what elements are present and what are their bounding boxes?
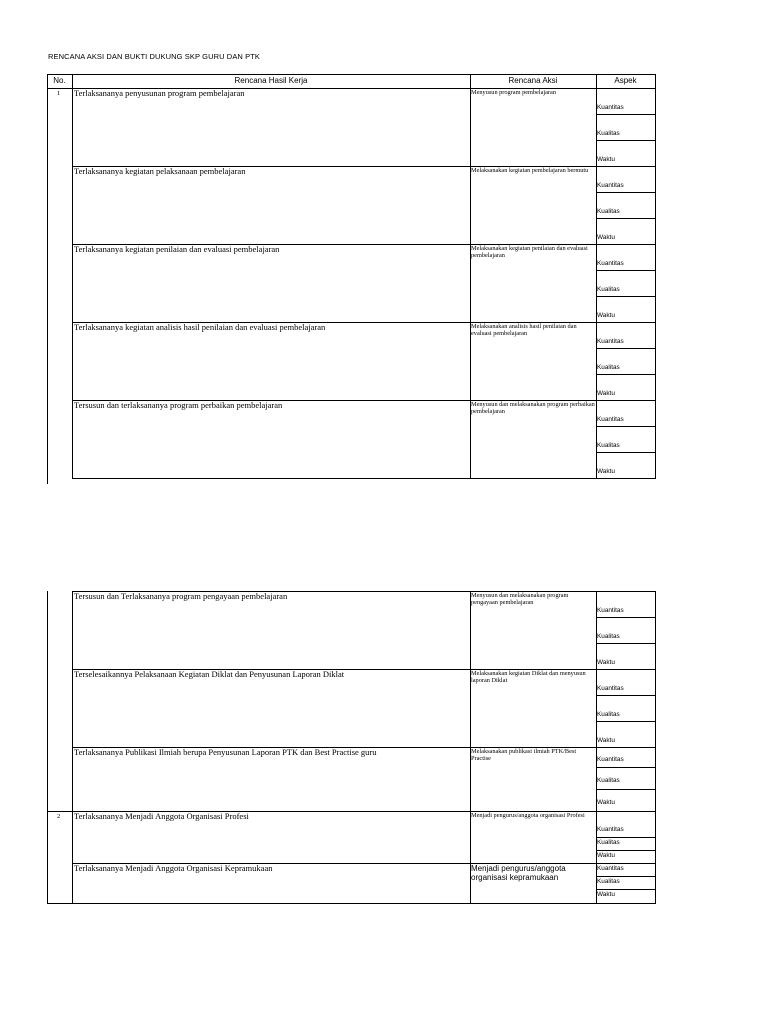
table-gridline [47,591,48,904]
rhk-text: Terlaksananya Menjadi Anggota Organisasi Profesi [74,811,249,821]
aspect-label-waktu: Waktu [597,468,615,475]
rencana-aksi-text: Melaksanakan kegiatan penilaian dan evaluasi pembelajaran [471,245,588,260]
aspect-label-waktu: Waktu [597,852,615,859]
table-gridline [470,591,471,904]
table-gridline [47,74,48,484]
rencana-aksi-text: Menyusun dan melaksanakan program perbaikan pembelajaran [471,401,595,416]
aspect-label-kuantitas: Kuantitas [597,338,624,345]
table-gridline [596,850,655,851]
table-gridline [47,74,655,75]
aspect-label-kuantitas: Kuantitas [597,826,624,833]
table-row [47,322,655,400]
rhk-text: Terlaksananya kegiatan pelaksanaan pembelajaran [74,166,246,176]
aspect-label-waktu: Waktu [597,156,615,163]
table-gridline [596,767,655,768]
table-gridline [596,296,655,297]
rhk-text: Terlaksananya kegiatan penilaian dan evaluasi pembelajaran [74,244,280,254]
aspect-label-waktu: Waktu [597,891,615,898]
table-gridline [596,270,655,271]
table-gridline [596,695,655,696]
aspect-label-kualitas: Kualitas [597,364,620,371]
rhk-text: Tersusun dan terlaksananya program perbaikan pembelajaran [74,400,283,410]
table-row [47,88,655,166]
aspect-label-kuantitas: Kuantitas [597,182,624,189]
aspect-label-kuantitas: Kuantitas [597,260,624,267]
table-gridline [596,643,655,644]
table-row [47,747,655,811]
rhk-text: Terlaksananya Publikasi Ilmiah berupa Penyusunan Laporan PTK dan Best Practise guru [74,747,377,757]
aspect-label-kuantitas: Kuantitas [597,104,624,111]
document-title: RENCANA AKSI DAN BUKTI DUKUNG SKP GURU DAN PTK [48,52,261,61]
table-gridline [655,591,656,904]
aspect-label-kualitas: Kualitas [597,208,620,215]
table-row [47,863,655,903]
rencana-aksi-text: Melaksanakan publikasi ilmiah PTK/Best Practise [471,748,577,763]
aspect-label-kuantitas: Kuantitas [597,685,624,692]
table-gridline [596,721,655,722]
table-gridline [72,591,73,904]
table-row [47,591,655,669]
table-gridline [596,876,655,877]
rencana-aksi-text: Menjadi pengurus/anggota organisasi Profesi [471,812,585,819]
table-gridline [596,74,597,479]
aspect-label-waktu: Waktu [597,799,615,806]
aspect-label-kualitas: Kualitas [597,711,620,718]
aspect-label-kuantitas: Kuantitas [597,607,624,614]
row-number: 2 [57,813,61,820]
table-row [47,400,655,478]
aspect-label-kualitas: Kualitas [597,878,620,885]
rencana-aksi-text: Menyusun program pembelajaran [471,89,556,96]
row-number: 1 [57,90,61,97]
table-gridline [655,74,656,479]
aspect-label-kualitas: Kualitas [597,286,620,293]
table-gridline [596,192,655,193]
rhk-text: Tersusun dan Terlaksananya program pengayaan pembelajaran [74,591,288,601]
rencana-aksi-text: Menjadi pengurus/anggota organisasi kepramukaan [471,864,566,882]
table-row [47,244,655,322]
rhk-text: Terlaksananya kegiatan analisis hasil penilaian dan evaluasi pembelajaran [74,322,326,332]
aspect-label-kualitas: Kualitas [597,130,620,137]
table-row [47,669,655,747]
aspect-label-kualitas: Kualitas [597,633,620,640]
table-gridline [596,348,655,349]
aspect-label-waktu: Waktu [597,737,615,744]
aspect-label-kualitas: Kualitas [597,839,620,846]
rencana-aksi-text: Melaksanakan kegiatan pembelajaran bermutu [471,167,589,174]
rencana-aksi-text: Melaksanakan kegiatan Diklat dan menyusun laporan Diklat [471,670,586,685]
rencana-aksi-text: Melaksanakan analisis hasil penilaian dan evaluasi pembelajaran [471,323,577,338]
header-no: No. [53,76,66,85]
aspect-label-waktu: Waktu [597,390,615,397]
table-header-row [47,74,655,88]
aspect-label-kuantitas: Kuantitas [597,756,624,763]
table-gridline [72,478,655,479]
table-row [47,166,655,244]
table-gridline [596,218,655,219]
aspect-label-waktu: Waktu [597,659,615,666]
table-gridline [596,617,655,618]
table-gridline [72,74,73,479]
table-gridline [47,903,655,904]
rencana-aksi-text: Menyusun dan melaksanakan program pengayaan pembelajaran [471,592,569,607]
table-gridline [596,426,655,427]
table-gridline [596,837,655,838]
table-gridline [470,74,471,479]
table-gridline [596,789,655,790]
aspect-label-waktu: Waktu [597,234,615,241]
aspect-label-waktu: Waktu [597,312,615,319]
table-gridline [596,114,655,115]
table-gridline [596,889,655,890]
aspect-label-kualitas: Kualitas [597,442,620,449]
header-rencana-aksi: Rencana Aksi [508,76,558,85]
table-gridline [596,374,655,375]
header-rencana-hasil-kerja: Rencana Hasil Kerja [234,76,308,85]
rhk-text: Terlaksananya penyusunan program pembelajaran [74,88,245,98]
rhk-text: Terlaksananya Menjadi Anggota Organisasi Kepramukaan [74,863,273,873]
header-aspek: Aspek [614,76,637,85]
aspect-label-kualitas: Kualitas [597,777,620,784]
rhk-text: Terselesaikannya Pelaksanaan Kegiatan Diklat dan Penyusunan Laporan Diklat [74,669,345,679]
aspect-label-kuantitas: Kuantitas [597,865,624,872]
table-row [47,811,655,863]
aspect-label-kuantitas: Kuantitas [597,416,624,423]
table-gridline [596,591,597,904]
table-gridline [596,140,655,141]
table-gridline [596,452,655,453]
